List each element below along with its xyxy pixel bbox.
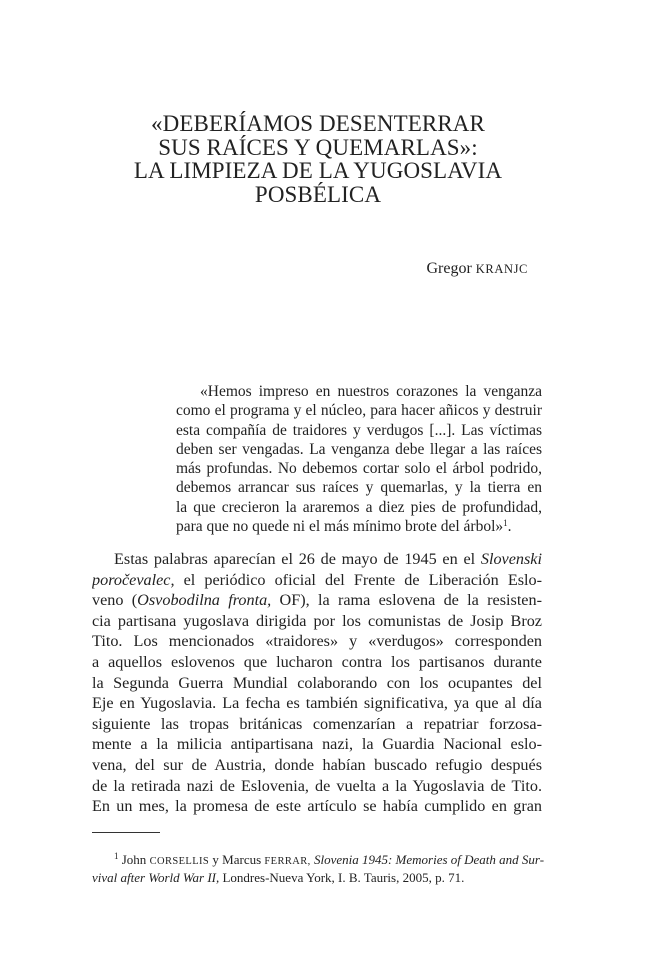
chapter-title xyxy=(92,112,544,206)
body-paragraph xyxy=(92,549,542,817)
footnote-publication: Londres-Nueva York, I. B. Tauris, 2005, p. 71. xyxy=(219,869,465,885)
body-text: OF), la rama eslovena de la resisten- xyxy=(271,591,542,610)
title-line: POSBÉLICA xyxy=(254,181,382,207)
body-line xyxy=(92,570,542,591)
epigraph-quote xyxy=(176,382,542,536)
body-line: siguiente las tropas británicas comenzarían a repatriar forzosa- xyxy=(92,714,542,733)
newspaper-name: Slovenski xyxy=(480,550,542,568)
body-text: veno ( xyxy=(92,591,138,610)
footnote-author-first: John xyxy=(121,852,147,867)
footnote-ref[interactable]: 1 xyxy=(503,518,508,529)
epigraph-line: como el programa y el núcleo, para hacer añicos y destruir xyxy=(176,402,542,420)
body-line: Tito. Los mencionados «traidores» y «verdugos» corresponden xyxy=(92,632,542,651)
newspaper-name: poročevalec, xyxy=(92,570,175,589)
body-text: Estas palabras aparecían el 26 de mayo de 1945 en el xyxy=(114,550,481,568)
epigraph-last-line xyxy=(176,517,542,536)
footnote-line xyxy=(92,870,542,886)
body-text: el periódico oficial del Frente de Liberación Eslo- xyxy=(174,570,542,589)
epigraph-line: debemos arrancar sus raíces y quemarlas, y la tierra en xyxy=(176,479,542,497)
epigraph-line-text: para que no quede ni el más mínimo brote del árbol» xyxy=(176,518,504,536)
title-line: «DEBERÍAMOS DESENTERRAR xyxy=(151,111,485,136)
footnote-author-last: CORSELLIS xyxy=(149,856,210,867)
body-line: vena, del sur de Austria, donde habían buscado refugio después xyxy=(92,755,542,774)
body-line: cia partisana yugoslava dirigida por los comunistas de Josip Broz xyxy=(92,611,542,630)
body-line xyxy=(92,590,542,611)
author-last-name: KRANJC xyxy=(475,262,528,276)
body-line: Eje en Yugoslavia. La fecha es también significativa, ya que al día xyxy=(92,694,542,713)
epigraph-line: deben ser vengadas. La venganza debe llegar a las raíces xyxy=(176,440,542,458)
author-first-name: Gregor xyxy=(426,260,472,277)
epigraph-end-punct: . xyxy=(507,518,512,536)
organization-name: Osvobodilna fronta, xyxy=(137,591,272,610)
footnote-number: 1 xyxy=(114,851,119,861)
body-line: la Segunda Guerra Mundial colaborando con los ocupantes del xyxy=(92,673,542,692)
body-line: de la retirada nazi de Eslovenia, de vuelta a la Yugoslavia de Tito. xyxy=(92,776,542,795)
title-line: SUS RAÍCES Y QUEMARLAS»: xyxy=(158,134,478,160)
footnote-line xyxy=(92,851,545,870)
footnote-book-title: vival after World War II, xyxy=(92,869,220,885)
body-line: En un mes, la promesa de este artículo se había cumplido en gran xyxy=(92,797,542,816)
footnote-conj: y xyxy=(212,852,219,867)
footnote-divider xyxy=(92,832,160,833)
epigraph-line: esta compañía de traidores y verdugos [...]. Las víctimas xyxy=(176,421,542,439)
epigraph-line: más profundas. No debemos cortar solo el árbol podrido, xyxy=(176,460,542,478)
footnote-author-last: FERRAR, xyxy=(264,856,311,867)
title-line: LA LIMPIEZA DE LA YUGOSLAVIA xyxy=(133,158,503,183)
body-line: a aquellos eslovenos que lucharon contra los partisanos durante xyxy=(92,652,542,671)
footnote-author-first: Marcus xyxy=(222,852,262,867)
footnote xyxy=(92,851,545,885)
author-name xyxy=(426,260,528,278)
body-line xyxy=(92,549,542,570)
epigraph-line: «Hemos impreso en nuestros corazones la venganza xyxy=(200,383,542,400)
body-line: mente a la milicia antipartisana nazi, la Guardia Nacional eslo- xyxy=(92,735,542,754)
epigraph-line: la que crecieron la araremos a diez pies de profundidad, xyxy=(176,498,542,516)
footnote-book-title: Slovenia 1945: Memories of Death and Sur- xyxy=(313,852,545,867)
